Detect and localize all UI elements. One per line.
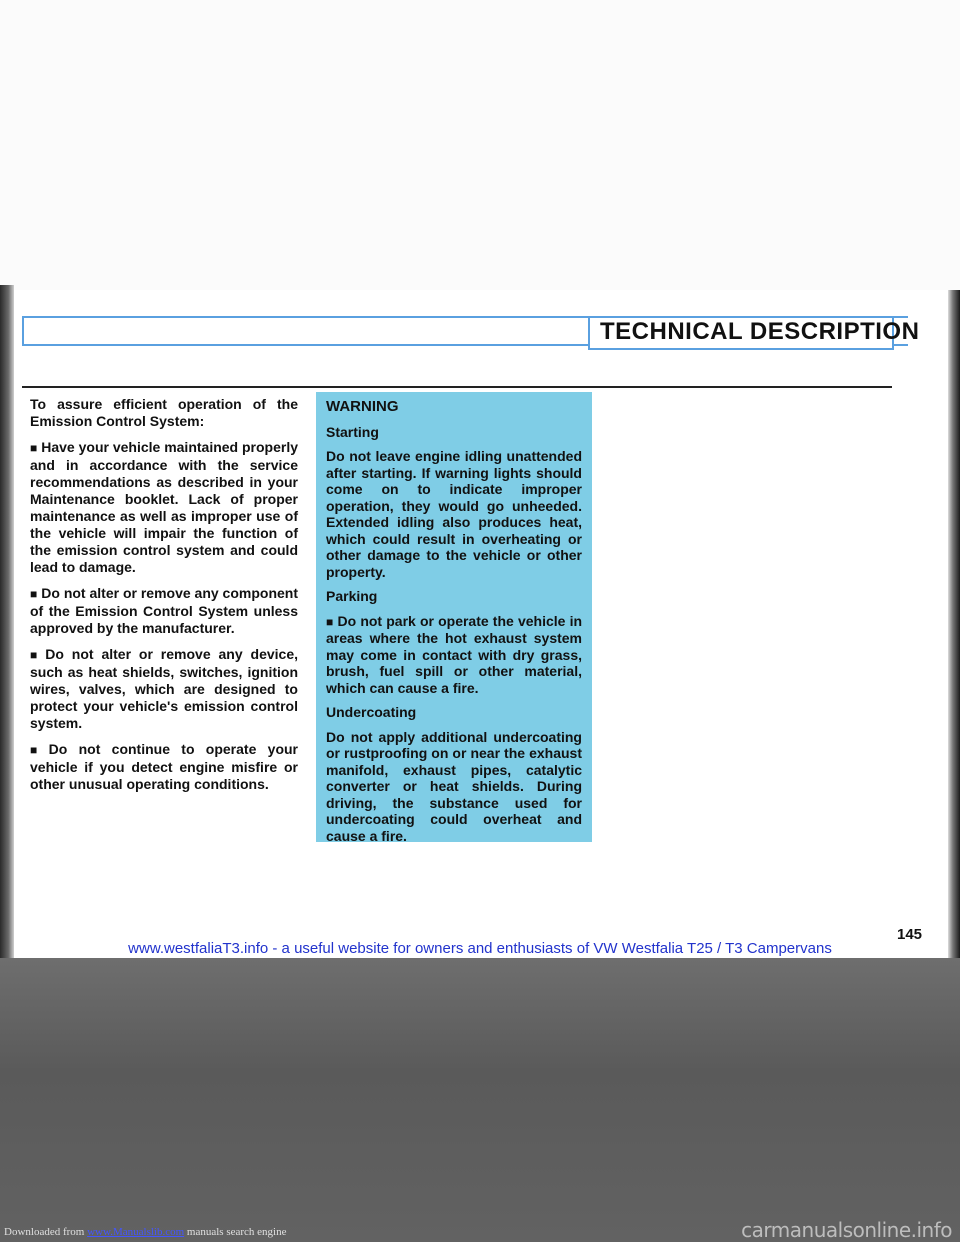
page-number: 145 (897, 926, 923, 943)
scan-background (0, 958, 960, 1242)
warning-heading-starting: Starting (326, 423, 379, 440)
bullet-icon: ■ (30, 743, 45, 757)
header-divider (22, 386, 892, 388)
warning-heading-undercoating: Undercoating (326, 704, 417, 720)
left-column (30, 396, 298, 802)
bullet-icon: ■ (326, 614, 334, 629)
warning-heading-parking: Parking (326, 588, 378, 604)
page-top-margin (0, 0, 960, 290)
list-item: ■ Do not continue to operate your vehicle if you detect engine misfire or other unusual operating conditions. (30, 741, 298, 792)
list-item: ■ Do not alter or remove any component of the Emission Control System unless approved by the manufacturer. (30, 585, 299, 636)
warning-text-starting: Do not leave engine idling unattended after starting. If warning lights should come on to indicate improper operation, they would go unheeded. Extended idling also produces heat, which could result in overheating or other damage to the vehicle or other property. (326, 448, 582, 580)
manualslib-link[interactable]: www.Manualslib.com (87, 1226, 185, 1238)
watermark-text: carmanualsonline.info (741, 1218, 952, 1242)
warning-box (316, 392, 592, 842)
download-note: Downloaded from www.Manualslib.com manuals search engine (4, 1226, 287, 1238)
warning-text-undercoating: Do not apply additional undercoating or rustproofing on or near the exhaust manifold, exhaust pipes, catalytic converter or heat shields. During driving, the substance used for undercoating could overheat and cause a fire. (326, 728, 582, 844)
warning-title: WARNING (326, 398, 399, 415)
website-footer-text[interactable]: www.westfaliaT3.info - a useful website for owners and enthusiasts of VW Westfalia T25 / T3 Campervans (128, 940, 832, 957)
book-spine-edge (0, 285, 14, 965)
page-right-edge (948, 290, 960, 960)
bullet-icon: ■ (30, 441, 38, 455)
bullet-icon: ■ (30, 648, 42, 662)
section-title: TECHNICAL DESCRIPTION (600, 318, 920, 345)
bullet-icon: ■ (30, 587, 38, 601)
intro-text: To assure efficient operation of the Emission Control System: (30, 396, 298, 429)
list-item: ■ Have your vehicle maintained properly and in accordance with the service recommendations as described in your Maintenance booklet. Lack of proper maintenance as well as improper use of the vehicle will impair the function of the emission control system and could lead to damage. (30, 439, 299, 575)
list-item: ■ Do not alter or remove any device, such as heat shields, switches, ignition wires, valves, which are designed to protect your vehicle's emission control system. (30, 646, 298, 731)
warning-text-parking: ■ Do not park or operate the vehicle in areas where the hot exhaust system may come in contact with dry grass, brush, fuel spill or other material, which can cause a fire. (326, 612, 583, 696)
